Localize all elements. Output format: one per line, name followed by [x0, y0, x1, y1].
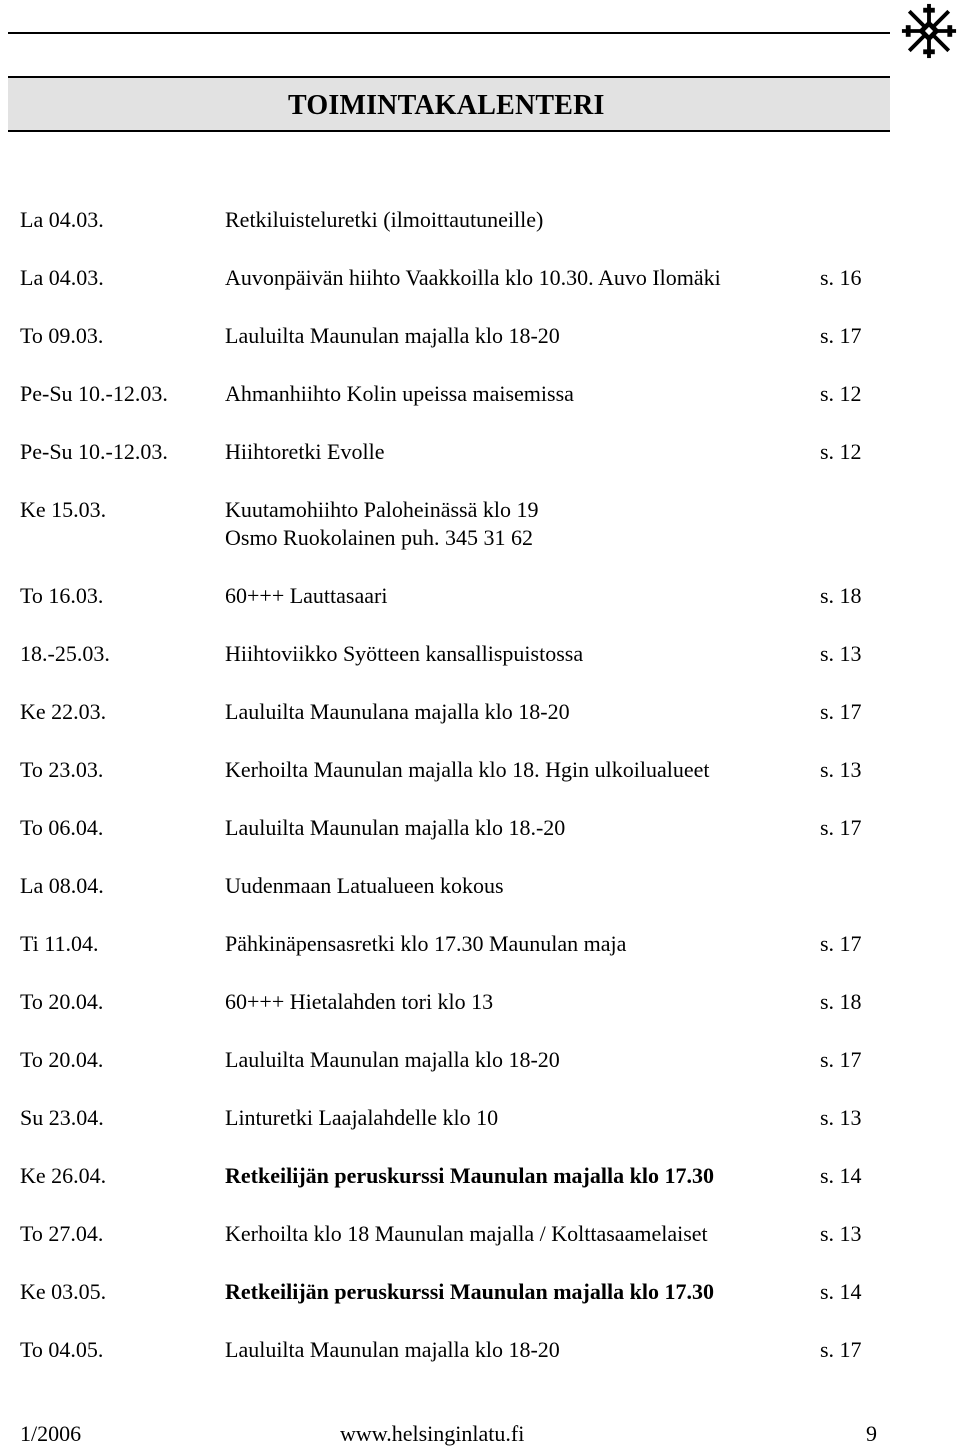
event-row: [0, 1278, 960, 1334]
event-row: [0, 582, 960, 638]
event-date: To 09.03.: [20, 323, 104, 348]
event-page-ref: s. 18: [820, 989, 862, 1014]
event-title: Retkiluisteluretki (ilmoittautuneille): [225, 207, 544, 232]
event-description: [225, 1278, 714, 1306]
event-description: [225, 496, 538, 552]
event-title: Lauluilta Maunulan majalla klo 18-20: [225, 1337, 560, 1362]
event-page-ref: s. 17: [820, 323, 862, 348]
event-title: Auvonpäivän hiihto Vaakkoilla klo 10.30. Auvo Ilomäki: [225, 265, 721, 290]
event-date: To 04.05.: [20, 1337, 104, 1362]
event-row: [0, 640, 960, 696]
website-url: www.helsinginlatu.fi: [340, 1421, 525, 1446]
event-description: [225, 1046, 560, 1074]
page-footer: [0, 1420, 960, 1450]
event-row: [0, 322, 960, 378]
event-title: Hiihtoretki Evolle: [225, 439, 385, 464]
event-description: [225, 872, 504, 900]
event-title: Lauluilta Maunulana majalla klo 18-20: [225, 699, 570, 724]
event-date: To 16.03.: [20, 583, 104, 608]
event-row: [0, 1046, 960, 1102]
event-page-ref: s. 16: [820, 265, 862, 290]
event-date: 18.-25.03.: [20, 641, 110, 666]
event-description: [225, 380, 574, 408]
event-contact: Osmo Ruokolainen puh. 345 31 62: [225, 525, 533, 550]
page-number: 9: [866, 1421, 877, 1446]
event-date: To 20.04.: [20, 1047, 104, 1072]
event-title: Pähkinäpensasretki klo 17.30 Maunulan maja: [225, 931, 627, 956]
event-title: Linturetki Laajalahdelle klo 10: [225, 1105, 499, 1130]
event-page-ref: s. 17: [820, 699, 862, 724]
event-title: Retkeilijän peruskurssi Maunulan majalla klo 17.30: [225, 1163, 714, 1188]
event-date: Ke 22.03.: [20, 699, 107, 724]
event-date: To 06.04.: [20, 815, 104, 840]
event-description: [225, 930, 626, 958]
event-title: 60+++ Lauttasaari: [225, 583, 388, 608]
event-title: Retkeilijän peruskurssi Maunulan majalla klo 17.30: [225, 1279, 714, 1304]
event-date: La 04.03.: [20, 207, 104, 232]
event-row: [0, 930, 960, 986]
event-description: [225, 206, 543, 234]
event-page-ref: s. 13: [820, 1221, 862, 1246]
event-description: [225, 988, 493, 1016]
event-description: [225, 264, 721, 292]
event-title: Lauluilta Maunulan majalla klo 18.-20: [225, 815, 566, 840]
event-date: Su 23.04.: [20, 1105, 104, 1130]
event-date: Ti 11.04.: [20, 931, 99, 956]
event-date: To 27.04.: [20, 1221, 104, 1246]
event-page-ref: s. 17: [820, 931, 862, 956]
event-row: [0, 756, 960, 812]
event-description: [225, 1104, 498, 1132]
event-title: Kuutamohiihto Paloheinässä klo 19: [225, 497, 539, 522]
event-row: [0, 1162, 960, 1218]
event-description: [225, 698, 570, 726]
event-description: [225, 756, 710, 784]
event-date: Pe-Su 10.-12.03.: [20, 439, 168, 464]
event-page-ref: s. 13: [820, 757, 862, 782]
event-row: [0, 1336, 960, 1392]
event-page-ref: s. 13: [820, 1105, 862, 1130]
event-description: [225, 322, 560, 350]
event-row: [0, 872, 960, 928]
event-description: [225, 1336, 560, 1364]
event-page-ref: s. 14: [820, 1279, 862, 1304]
event-description: [225, 1220, 708, 1248]
event-row: [0, 438, 960, 494]
event-title: 60+++ Hietalahden tori klo 13: [225, 989, 494, 1014]
event-date: La 04.03.: [20, 265, 104, 290]
event-date: Ke 15.03.: [20, 497, 107, 522]
event-row: [0, 814, 960, 870]
event-page-ref: s. 12: [820, 381, 862, 406]
event-date: Pe-Su 10.-12.03.: [20, 381, 168, 406]
event-description: [225, 814, 565, 842]
event-date: La 08.04.: [20, 873, 104, 898]
event-date: Ke 03.05.: [20, 1279, 107, 1304]
event-row: [0, 1104, 960, 1160]
event-page-ref: s. 14: [820, 1163, 862, 1188]
event-title: Hiihtoviikko Syötteen kansallispuistossa: [225, 641, 584, 666]
issue-number: 1/2006: [20, 1421, 82, 1446]
event-row: [0, 496, 960, 552]
event-title: Kerhoilta klo 18 Maunulan majalla / Kolttasaamelaiset: [225, 1221, 708, 1246]
event-page-ref: s. 17: [820, 815, 862, 840]
event-row: [0, 264, 960, 320]
title-banner: [8, 76, 890, 132]
event-title: Ahmanhiihto Kolin upeissa maisemissa: [225, 381, 574, 406]
event-row: [0, 1220, 960, 1276]
snowflake-icon: [900, 2, 958, 60]
event-description: [225, 438, 384, 466]
event-page-ref: s. 17: [820, 1337, 862, 1362]
event-date: To 20.04.: [20, 989, 104, 1014]
page-title: TOIMINTAKALENTERI: [288, 90, 605, 121]
event-description: [225, 1162, 714, 1190]
event-date: To 23.03.: [20, 757, 104, 782]
event-row: [0, 988, 960, 1044]
event-page-ref: s. 18: [820, 583, 862, 608]
event-page-ref: s. 12: [820, 439, 862, 464]
event-row: [0, 380, 960, 436]
event-title: Kerhoilta Maunulan majalla klo 18. Hgin ulkoilualueet: [225, 757, 710, 782]
event-title: Uudenmaan Latualueen kokous: [225, 873, 504, 898]
event-date: Ke 26.04.: [20, 1163, 107, 1188]
event-row: [0, 698, 960, 754]
event-row: [0, 206, 960, 262]
event-page-ref: s. 17: [820, 1047, 862, 1072]
event-page-ref: s. 13: [820, 641, 862, 666]
event-description: [225, 582, 387, 610]
top-divider: [8, 32, 890, 34]
event-title: Lauluilta Maunulan majalla klo 18-20: [225, 1047, 560, 1072]
event-title: Lauluilta Maunulan majalla klo 18-20: [225, 323, 560, 348]
event-description: [225, 640, 583, 668]
